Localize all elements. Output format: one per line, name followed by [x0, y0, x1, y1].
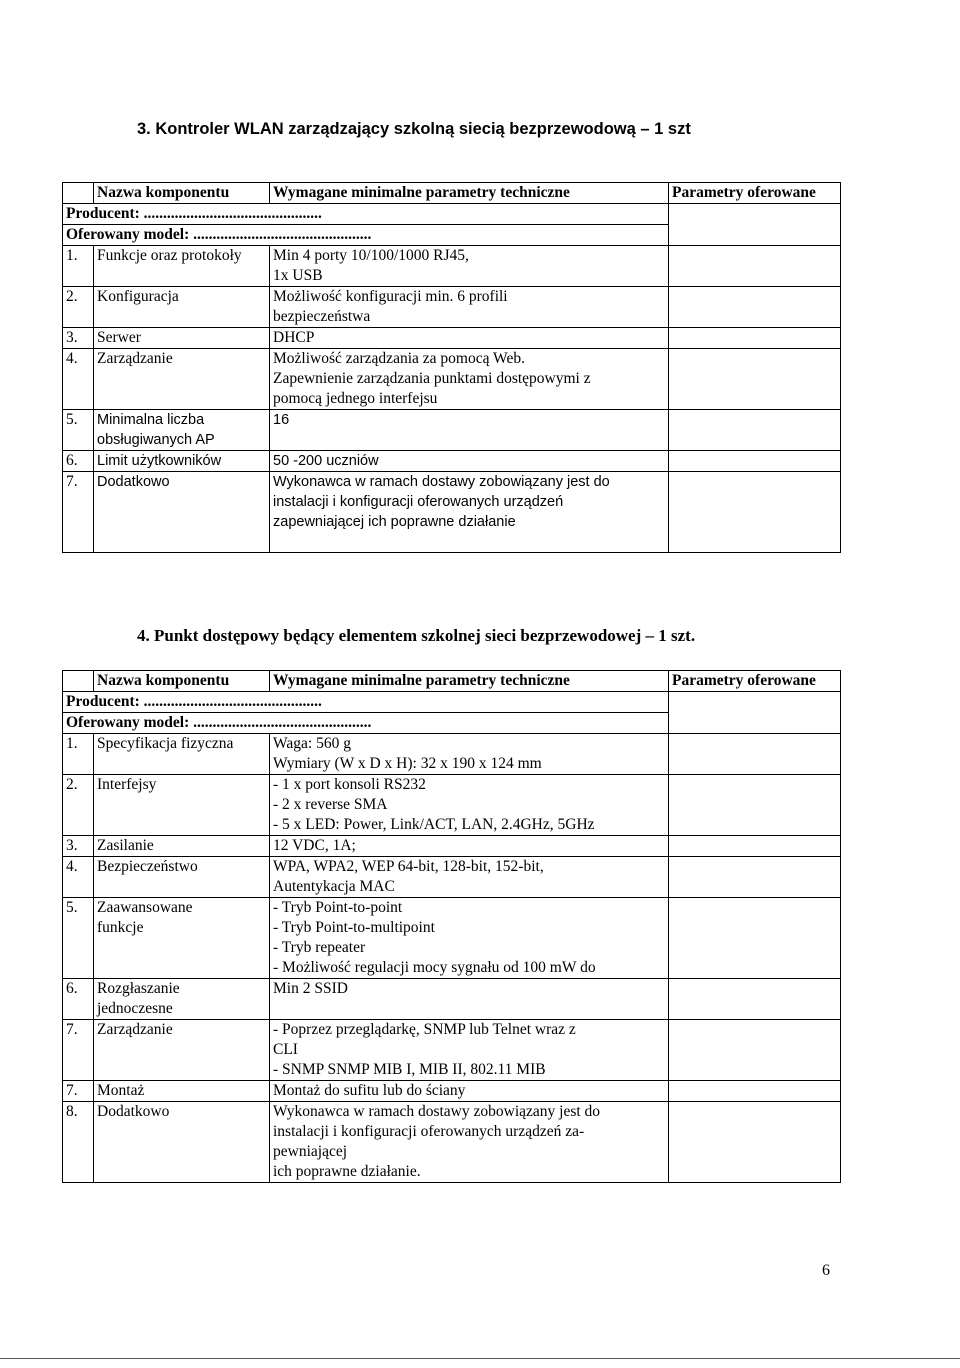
- component-name: [94, 1081, 270, 1102]
- requirement-line: - Możliwość regulacji mocy sygnału od 100 mW do: [273, 959, 596, 976]
- requirement-line: Wykonawca w ramach dostawy zobowiązany jest do: [273, 1103, 601, 1120]
- requirement-line: 12 VDC, 1A;: [273, 837, 356, 854]
- row-number: 5.: [63, 898, 94, 979]
- component-name-line: Limit użytkowników: [97, 453, 222, 469]
- controller-spec-table: [62, 182, 841, 553]
- requirement-line: Wykonawca w ramach dostawy zobowiązany jest do: [273, 474, 610, 490]
- requirement-text: [270, 287, 669, 328]
- offered-value-cell: [669, 1081, 841, 1102]
- table-row: [63, 451, 841, 472]
- row-number: 4.: [63, 857, 94, 898]
- requirement-line: WPA, WPA2, WEP 64-bit, 128-bit, 152-bit,: [273, 858, 544, 875]
- table-row: [63, 287, 841, 328]
- offered-value-cell: [669, 979, 841, 1020]
- offered-cell: [669, 692, 841, 734]
- requirement-line: 1x USB: [273, 267, 323, 284]
- page-number: 6: [822, 1262, 830, 1279]
- requirement-line: - 5 x LED: Power, Link/ACT, LAN, 2.4GHz, 5GHz: [273, 816, 595, 833]
- component-name: [94, 979, 270, 1020]
- requirement-text: [270, 349, 669, 410]
- requirement-line: - Poprzez przeglądarkę, SNMP lub Telnet wraz z: [273, 1021, 576, 1038]
- component-name-line: Serwer: [97, 329, 141, 346]
- requirement-line: - Tryb Point-to-multipoint: [273, 919, 435, 936]
- row-number: 1.: [63, 246, 94, 287]
- requirement-text: [270, 451, 669, 472]
- requirement-text: [270, 328, 669, 349]
- offered-value-cell: [669, 1102, 841, 1183]
- component-name-line: Zaawansowane: [97, 899, 193, 916]
- section-3-title: 3. Kontroler WLAN zarządzający szkolną siecią bezprzewodową – 1 szt: [137, 120, 691, 138]
- requirement-line: - Tryb repeater: [273, 939, 366, 956]
- row-number: 4.: [63, 349, 94, 410]
- model-field: Oferowany model: ..............................................: [63, 713, 669, 734]
- requirement-line: - SNMP SNMP MIB I, MIB II, 802.11 MIB: [273, 1061, 546, 1078]
- offered-cell: [669, 204, 841, 246]
- requirement-text: [270, 1020, 669, 1081]
- requirement-text: [270, 836, 669, 857]
- controller-spec-rows: [63, 246, 841, 553]
- bottom-edge-line: [0, 1358, 960, 1359]
- component-name: [94, 734, 270, 775]
- component-name-line: obsługiwanych AP: [97, 432, 215, 448]
- component-name-line: jednoczesne: [97, 1000, 173, 1017]
- requirement-text: [270, 472, 669, 553]
- requirement-line: pewniającej: [273, 1143, 348, 1160]
- requirement-text: [270, 410, 669, 451]
- row-number: 7.: [63, 1020, 94, 1081]
- offered-value-cell: [669, 898, 841, 979]
- producer-field: Producent: ..............................................: [63, 204, 669, 225]
- table-header-row: [63, 671, 841, 692]
- component-name: [94, 328, 270, 349]
- table-row: [63, 775, 841, 836]
- section-4-title: 4. Punkt dostępowy będący elementem szkolnej sieci bezprzewodowej – 1 szt.: [137, 626, 696, 645]
- offered-value-cell: [669, 857, 841, 898]
- table-header-row: [63, 183, 841, 204]
- component-name: [94, 246, 270, 287]
- component-name: [94, 451, 270, 472]
- requirement-line: Możliwość konfiguracji min. 6 profili: [273, 288, 508, 305]
- offered-value-cell: [669, 836, 841, 857]
- table-row: [63, 1102, 841, 1183]
- component-name-line: Dodatkowo: [97, 474, 170, 490]
- header-offered: Parametry oferowane: [669, 183, 841, 204]
- header-component: Nazwa komponentu: [94, 183, 270, 204]
- model-field: Oferowany model: ..............................................: [63, 225, 669, 246]
- component-name-line: Minimalna liczba: [97, 412, 205, 428]
- offered-value-cell: [669, 472, 841, 553]
- component-name-line: Bezpieczeństwo: [97, 858, 198, 875]
- table-row: [63, 410, 841, 451]
- component-name: [94, 898, 270, 979]
- component-name-line: Interfejsy: [97, 776, 157, 793]
- component-name-line: Zarządzanie: [97, 1021, 173, 1038]
- component-name: [94, 410, 270, 451]
- offered-value-cell: [669, 349, 841, 410]
- component-name-line: Konfiguracja: [97, 288, 179, 305]
- offered-value-cell: [669, 734, 841, 775]
- component-name-line: Funkcje oraz protokoły: [97, 247, 242, 264]
- row-number: 3.: [63, 328, 94, 349]
- access-point-spec-table: [62, 670, 841, 1183]
- requirement-line: - 1 x port konsoli RS232: [273, 776, 426, 793]
- requirement-line: Min 4 porty 10/100/1000 RJ45,: [273, 247, 469, 264]
- table-row: [63, 472, 841, 553]
- header-requirements: Wymagane minimalne parametry techniczne: [270, 183, 669, 204]
- table-row: [63, 246, 841, 287]
- offered-value-cell: [669, 287, 841, 328]
- table-row: [63, 857, 841, 898]
- requirement-line: instalacji i konfiguracji oferowanych urządzeń: [273, 494, 564, 510]
- requirement-line: - 2 x reverse SMA: [273, 796, 388, 813]
- requirement-text: [270, 898, 669, 979]
- header-requirements: Wymagane minimalne parametry techniczne: [270, 671, 669, 692]
- row-number: 3.: [63, 836, 94, 857]
- requirement-line: Możliwość zarządzania za pomocą Web.: [273, 350, 525, 367]
- requirement-text: [270, 734, 669, 775]
- requirement-line: zapewniającej ich poprawne działanie: [273, 514, 516, 530]
- requirement-line: 50 -200 uczniów: [273, 453, 379, 469]
- offered-value-cell: [669, 246, 841, 287]
- requirement-text: [270, 246, 669, 287]
- component-name: [94, 1102, 270, 1183]
- component-name-line: Specyfikacja fizyczna: [97, 735, 234, 752]
- component-name: [94, 836, 270, 857]
- requirement-line: Montaż do sufitu lub do ściany: [273, 1082, 466, 1099]
- row-number: 5.: [63, 410, 94, 451]
- table-row: [63, 979, 841, 1020]
- requirement-line: instalacji i konfiguracji oferowanych urządzeń za-: [273, 1123, 585, 1140]
- requirement-line: Min 2 SSID: [273, 980, 348, 997]
- table-row: [63, 1020, 841, 1081]
- component-name: [94, 349, 270, 410]
- table-row: [63, 898, 841, 979]
- table-row: [63, 1081, 841, 1102]
- requirement-line: - Tryb Point-to-point: [273, 899, 403, 916]
- table-row: [63, 734, 841, 775]
- requirement-text: [270, 979, 669, 1020]
- component-name: [94, 472, 270, 553]
- component-name-line: funkcje: [97, 919, 144, 936]
- row-number: 6.: [63, 979, 94, 1020]
- row-number: 7.: [63, 472, 94, 553]
- row-number: 6.: [63, 451, 94, 472]
- component-name-line: Dodatkowo: [97, 1103, 170, 1120]
- requirement-text: [270, 1102, 669, 1183]
- component-name-line: Montaż: [97, 1082, 145, 1099]
- component-name: [94, 287, 270, 328]
- row-number: 1.: [63, 734, 94, 775]
- component-name: [94, 857, 270, 898]
- component-name-line: Zarządzanie: [97, 350, 173, 367]
- row-number: 2.: [63, 287, 94, 328]
- table-row: [63, 836, 841, 857]
- requirement-line: ich poprawne działanie.: [273, 1163, 421, 1180]
- requirement-line: DHCP: [273, 329, 315, 346]
- row-number: 7.: [63, 1081, 94, 1102]
- requirement-text: [270, 1081, 669, 1102]
- header-spacer: [63, 671, 94, 692]
- requirement-line: bezpieczeństwa: [273, 308, 371, 325]
- producer-row: [63, 204, 841, 225]
- offered-value-cell: [669, 775, 841, 836]
- producer-field: Producent: ..............................................: [63, 692, 669, 713]
- requirement-line: Autentykacja MAC: [273, 878, 395, 895]
- requirement-text: [270, 857, 669, 898]
- requirement-line: 16: [273, 412, 290, 428]
- table-row: [63, 328, 841, 349]
- requirement-line: Wymiary (W x D x H): 32 x 190 x 124 mm: [273, 755, 542, 772]
- offered-value-cell: [669, 328, 841, 349]
- header-component: Nazwa komponentu: [94, 671, 270, 692]
- header-offered: Parametry oferowane: [669, 671, 841, 692]
- offered-value-cell: [669, 451, 841, 472]
- requirement-line: pomocą jednego interfejsu: [273, 390, 438, 407]
- offered-value-cell: [669, 1020, 841, 1081]
- table-row: [63, 349, 841, 410]
- requirement-text: [270, 775, 669, 836]
- requirement-line: CLI: [273, 1041, 298, 1058]
- header-spacer: [63, 183, 94, 204]
- access-point-spec-rows: [63, 734, 841, 1183]
- component-name: [94, 1020, 270, 1081]
- offered-value-cell: [669, 410, 841, 451]
- row-number: 8.: [63, 1102, 94, 1183]
- component-name: [94, 775, 270, 836]
- requirement-line: Zapewnienie zarządzania punktami dostępowymi z: [273, 370, 591, 387]
- component-name-line: Rozgłaszanie: [97, 980, 180, 997]
- requirement-line: Waga: 560 g: [273, 735, 351, 752]
- component-name-line: Zasilanie: [97, 837, 154, 854]
- producer-row: [63, 692, 841, 713]
- row-number: 2.: [63, 775, 94, 836]
